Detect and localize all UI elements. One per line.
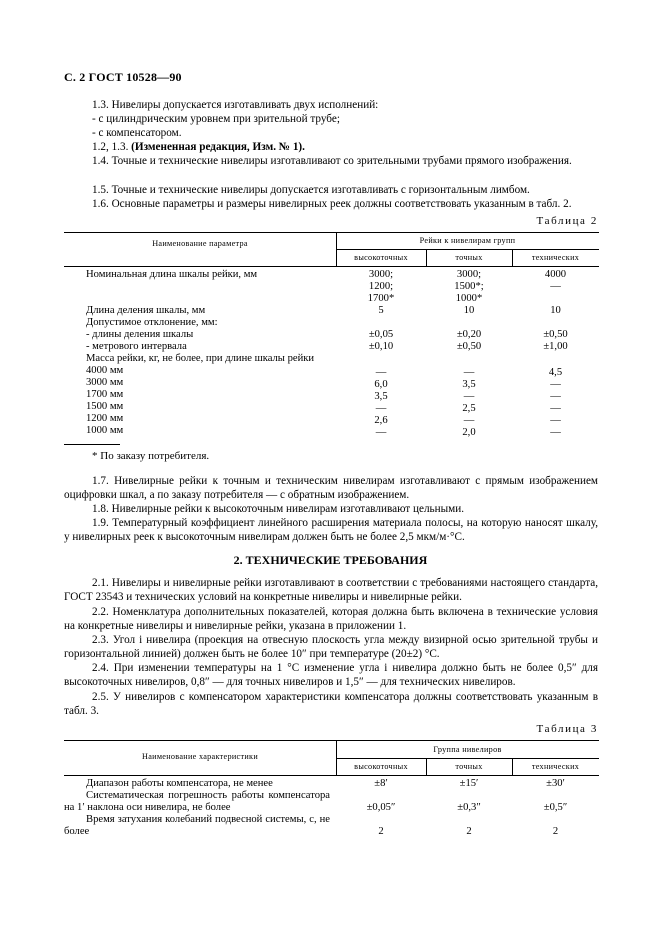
table2-cell: 4000 xyxy=(544,269,567,280)
table2-row-label: Масса рейки, кг, не более, при длине шкалы рейки xyxy=(86,353,315,364)
footnote-rule xyxy=(64,444,120,445)
table2-cell: 1700* xyxy=(367,293,395,304)
table2-col-technical: технических xyxy=(531,253,580,262)
table2-cell: 2,5 xyxy=(462,403,476,414)
table2-row-label: - метрового интервала xyxy=(86,341,187,352)
table3-param-header: Наименование характеристики xyxy=(141,752,258,761)
table2-cell: 1200; xyxy=(368,281,394,292)
table3-row-label: Диапазон работы компенсатора, не менее xyxy=(86,778,273,789)
para-2-4: 2.4. При изменении температуры на 1 °С изменение угла i нивелира должно быть не более 0,5″ для высокоточных нивелиров, 0,8″ — для точных нивелиров и 1,5″ — для технических нивелиров. xyxy=(64,662,598,689)
table2-row-label: 1700 мм xyxy=(86,389,124,400)
table2-param-header: Наименование параметра xyxy=(152,239,248,248)
table2-row-label: - длины деления шкалы xyxy=(86,329,194,340)
table2-cell: 1000* xyxy=(455,293,483,304)
table2-cell: — xyxy=(550,415,561,426)
table2-cell: — xyxy=(550,427,561,438)
table2-footnote: * По заказу потребителя. xyxy=(92,450,210,462)
table2-row-label: 1200 мм xyxy=(86,413,124,424)
table2-cell: 10 xyxy=(463,305,475,316)
table2-cell: 4,5 xyxy=(548,367,563,378)
table2-caption: Таблица 2 xyxy=(536,215,598,227)
table3-cell: ±30′ xyxy=(546,778,565,789)
table2-group-header: Рейки к нивелирам групп xyxy=(419,236,516,245)
table2-cell: ±1,00 xyxy=(543,341,568,352)
table2-header-rule xyxy=(64,266,599,267)
table2-cell: 3000; xyxy=(456,269,482,280)
para-1-7: 1.7. Нивелирные рейки к точным и техническим нивелирам изготавливают с прямым изображением оцифровки шкал, а по заказу потребителя — с обратным изображением. xyxy=(64,475,598,502)
para-2-2: 2.2. Номенклатура дополнительных показателей, которая должна быть включена в технические условия на конкретные нивелиры и нивелирные рейки, указана в приложении 1. xyxy=(64,606,598,633)
table3-header-rule xyxy=(64,775,599,776)
table3-row-label: Время затухания колебаний подвесной системы, с, не более xyxy=(64,814,330,837)
table3-top-rule xyxy=(64,740,599,741)
table3-cell: 2 xyxy=(378,826,384,837)
table3-cell: 2 xyxy=(552,826,559,837)
table2-cell: ±0,10 xyxy=(368,341,394,352)
table2-group-rule xyxy=(336,249,599,250)
table2-cell: — xyxy=(550,391,561,402)
table2-cell: ±0,50 xyxy=(543,329,568,340)
table3-col-technical: технических xyxy=(531,762,580,771)
table2-cell: 3,5 xyxy=(374,391,388,402)
table3-group-rule xyxy=(336,758,599,759)
table2-cell: 3000; xyxy=(368,269,394,280)
table3-cell: 2 xyxy=(466,826,472,837)
table3-group-header: Группа нивелиров xyxy=(433,745,502,754)
table2-row-label: 3000 мм xyxy=(86,377,124,388)
table2-cell: — xyxy=(550,281,561,292)
para-2-5: 2.5. У нивелиров с компенсатором характеристики компенсатора должны соответствовать указанным в табл. 3. xyxy=(64,691,598,718)
table2-cell: — xyxy=(375,427,387,438)
table2-row-label: Номинальная длина шкалы рейки, мм xyxy=(86,269,258,280)
section-2-title: 2. ТЕХНИЧЕСКИЕ ТРЕБОВАНИЯ xyxy=(233,553,428,567)
table3-cell: ±15′ xyxy=(459,778,479,789)
table3-col-high: высокоточных xyxy=(354,762,408,771)
para-1-6: 1.6. Основные параметры и размеры нивелирных реек должны соответствовать указанным в табл. 2. xyxy=(92,198,572,210)
para-1-3: 1.3. Нивелиры допускается изготавливать двух исполнений: xyxy=(92,99,379,111)
table2-row-label: 1000 мм xyxy=(86,425,124,436)
table2-col-precise: точных xyxy=(455,253,483,262)
edition-note: 1.2, 1.3. (Измененная редакция, Изм. № 1). xyxy=(92,141,305,153)
table3-cell: ±0,05″ xyxy=(366,802,396,813)
list-item-tube: - с цилиндрическим уровнем при зрительной трубе; xyxy=(92,113,340,125)
table2-cell: — xyxy=(463,391,475,402)
para-2-1: 2.1. Нивелиры и нивелирные рейки изготавливают в соответствии с требованиями настоящего стандарта, ГОСТ 23543 и технических условий на конкретные нивелиры и нивелирные рейки. xyxy=(64,577,598,604)
table2-cell: 10 xyxy=(550,305,561,316)
table2-cell: ±0,05 xyxy=(368,329,394,340)
table3-cell: ±8′ xyxy=(374,778,388,789)
list-item-compensator: - с компенсатором. xyxy=(92,127,182,139)
para-1-8: 1.8. Нивелирные рейки к высокоточным нивелирам изготавливают цельными. xyxy=(92,503,464,515)
table2-cell: — xyxy=(550,403,561,414)
page-header: С. 2 ГОСТ 10528—90 xyxy=(64,70,182,84)
table2-cell: ±0,20 xyxy=(456,329,482,340)
table2-cell: 6,0 xyxy=(374,379,388,390)
table2-cell: 5 xyxy=(378,305,384,316)
table3-cell: ±0,3″ xyxy=(457,802,481,813)
table2-cell: 2,6 xyxy=(374,415,388,426)
para-1-9: 1.9. Температурный коэффициент линейного расширения материала полосы, на которую наносят шкалу, у нивелирных реек к высокоточным нивелирам должен быть не более 2,5 мкм/м·°С. xyxy=(64,517,598,544)
table2-top-rule xyxy=(64,232,599,233)
para-1-4: 1.4. Точные и технические нивелиры изготавливают со зрительными трубами прямого изображения. xyxy=(92,155,572,167)
table2-row-label: Длина деления шкалы, мм xyxy=(86,305,206,316)
table3-cell: ±0,5″ xyxy=(543,802,568,813)
table2-cell: — xyxy=(463,415,475,426)
para-1-5: 1.5. Точные и технические нивелиры допускается изготавливать с горизонтальным лимбом. xyxy=(92,184,530,196)
table2-cell: — xyxy=(550,379,561,390)
table2-cell: 3,5 xyxy=(462,379,476,390)
table2-row-label: 1500 мм xyxy=(86,401,124,412)
para-2-3: 2.3. Угол i нивелира (проекция на отвесную плоскость угла между визирной осью зрительной трубы и горизонтальной линией) должен быть не более 10″ при температуре (20±2) °С. xyxy=(64,634,598,661)
table3-row-label: Систематическая погрешность работы компенсатора на 1′ наклона оси нивелира, не более xyxy=(64,790,330,813)
table2-row-label: 4000 мм xyxy=(86,365,124,376)
table2-cell: — xyxy=(375,403,387,414)
table2-cell: — xyxy=(375,367,387,378)
table3-col-precise: точных xyxy=(455,762,483,771)
table2-cell: 1500*; xyxy=(454,281,484,292)
table2-cell: — xyxy=(463,367,475,378)
table2-cell: 2,0 xyxy=(462,427,476,438)
table3-caption: Таблица 3 xyxy=(536,723,598,735)
table2-row-label: Допустимое отклонение, мм: xyxy=(86,317,218,328)
table2-cell: ±0,50 xyxy=(456,341,482,352)
table2-col-high: высокоточных xyxy=(354,253,408,262)
